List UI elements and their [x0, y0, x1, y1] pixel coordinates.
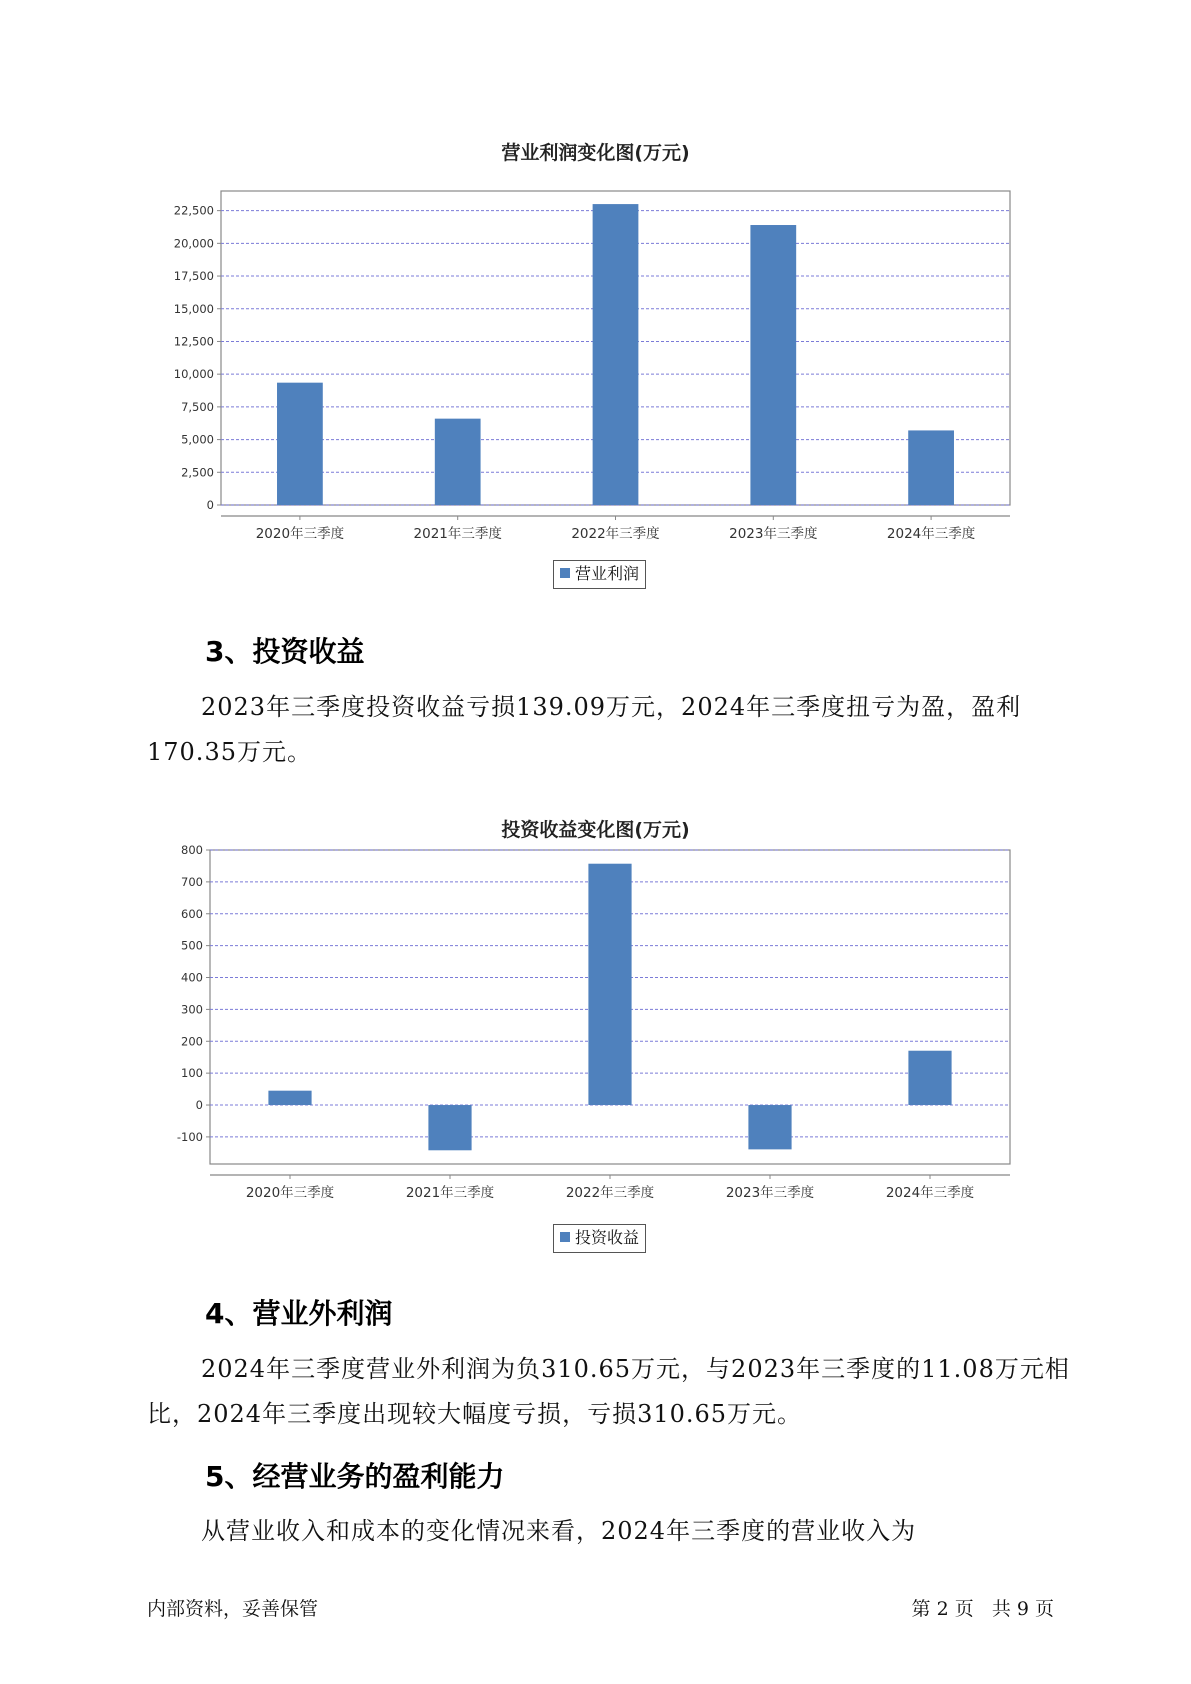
x-tick-label: 2020年三季度 [245, 1185, 335, 1201]
x-tick-label: 2021年三季度 [413, 526, 502, 542]
footer-confidential-note: 内部资料，妥善保管 [147, 1598, 319, 1620]
section-heading-investment-income: 3、投资收益 [205, 635, 365, 668]
y-tick-label: 15,000 [173, 301, 214, 316]
y-tick-label: 200 [181, 1034, 203, 1049]
section-paragraph-investment-income: 2023年三季度投资收益亏损139.09万元，2024年三季度扭亏为盈，盈利170.35万元。 [147, 693, 1022, 766]
y-tick-label: 10,000 [173, 367, 214, 382]
y-tick-label: 20,000 [173, 236, 214, 251]
bar [588, 864, 631, 1105]
y-tick-label: 7,500 [181, 399, 214, 414]
section-heading-business-profitability: 5、经营业务的盈利能力 [205, 1460, 505, 1493]
x-tick-label: 2024年三季度 [885, 1185, 975, 1201]
section-paragraph-business-profitability: 从营业收入和成本的变化情况来看，2024年三季度的营业收入为 [201, 1517, 917, 1545]
y-tick-label: 400 [181, 970, 203, 985]
bar [908, 1051, 951, 1105]
section-paragraph-non-operating-profit: 2024年三季度营业外利润为负310.65万元，与2023年三季度的11.08万元相比，2024年三季度出现较大幅度亏损，亏损310.65万元。 [147, 1355, 1070, 1428]
bar [748, 1105, 791, 1149]
y-tick-label: 0 [195, 1098, 203, 1113]
x-tick-label: 2023年三季度 [729, 526, 818, 542]
x-tick-label: 2020年三季度 [255, 526, 345, 542]
chart2-title: 投资收益变化图(万元) [501, 819, 690, 841]
footer-page-number: 第 2 页 共 9 页 [911, 1598, 1054, 1620]
x-tick-label: 2024年三季度 [886, 526, 976, 542]
y-tick-label: 600 [181, 906, 203, 921]
y-tick-label: 12,500 [173, 334, 214, 349]
x-tick-label: 2021年三季度 [405, 1185, 495, 1201]
chart1-title: 营业利润变化图(万元) [501, 142, 690, 164]
y-tick-label: 17,500 [173, 269, 214, 284]
bar [428, 1105, 471, 1150]
x-tick-label: 2022年三季度 [571, 526, 660, 542]
bar [268, 1091, 311, 1105]
x-tick-label: 2022年三季度 [565, 1185, 655, 1201]
x-tick-label: 2023年三季度 [725, 1185, 815, 1201]
y-tick-label: 22,500 [173, 203, 214, 218]
y-tick-label: 500 [181, 938, 203, 953]
y-tick-label: 800 [181, 843, 203, 857]
y-tick-label: 5,000 [181, 432, 214, 447]
y-tick-label: 300 [181, 1002, 203, 1017]
y-tick-label: 100 [181, 1066, 203, 1081]
section-heading-non-operating-profit: 4、营业外利润 [205, 1297, 393, 1330]
y-tick-label: 2,500 [181, 465, 214, 480]
y-tick-label: 0 [206, 498, 214, 512]
chart2-legend [553, 1224, 646, 1253]
chart1-legend-label: 营业利润 [575, 564, 640, 583]
legend-swatch [560, 1232, 570, 1242]
y-tick-label: 700 [181, 874, 203, 889]
y-tick-label: -100 [176, 1129, 203, 1144]
chart2-legend-label: 投资收益 [575, 1228, 640, 1247]
